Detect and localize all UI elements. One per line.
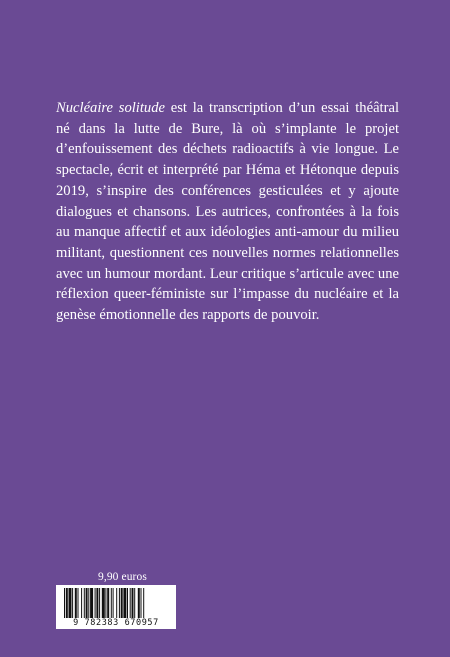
isbn-number: 9 782383 670957 (73, 618, 159, 628)
blurb-text: est la transcription d’un essai théâtral né dans la lutte de Bure, là où s’implante le projet d’enfouissement des déchets radioactifs à vie longue. Le spectacle, écrit et interprété par Héma et Hétonque depuis 2019, s’inspire des conférences gesticulées et y ajoute dialogues et chansons. Les autrices, confrontées à la fois au manque affectif et aux idéologies anti-amour du milieu militant, questionnent ces nouvelles normes relationnelles avec un humour mordant. Leur critique s’articule avec une réflexion queer-féministe sur l’impasse du nucléaire et la genèse émotionnelle des rapports de pouvoir. (56, 100, 400, 324)
book-title: Nucléaire solitude (56, 100, 165, 116)
barcode-bars (64, 588, 168, 618)
price-label: 9,90 euros (98, 571, 147, 583)
back-cover-blurb (56, 98, 399, 326)
isbn-barcode (56, 585, 176, 629)
